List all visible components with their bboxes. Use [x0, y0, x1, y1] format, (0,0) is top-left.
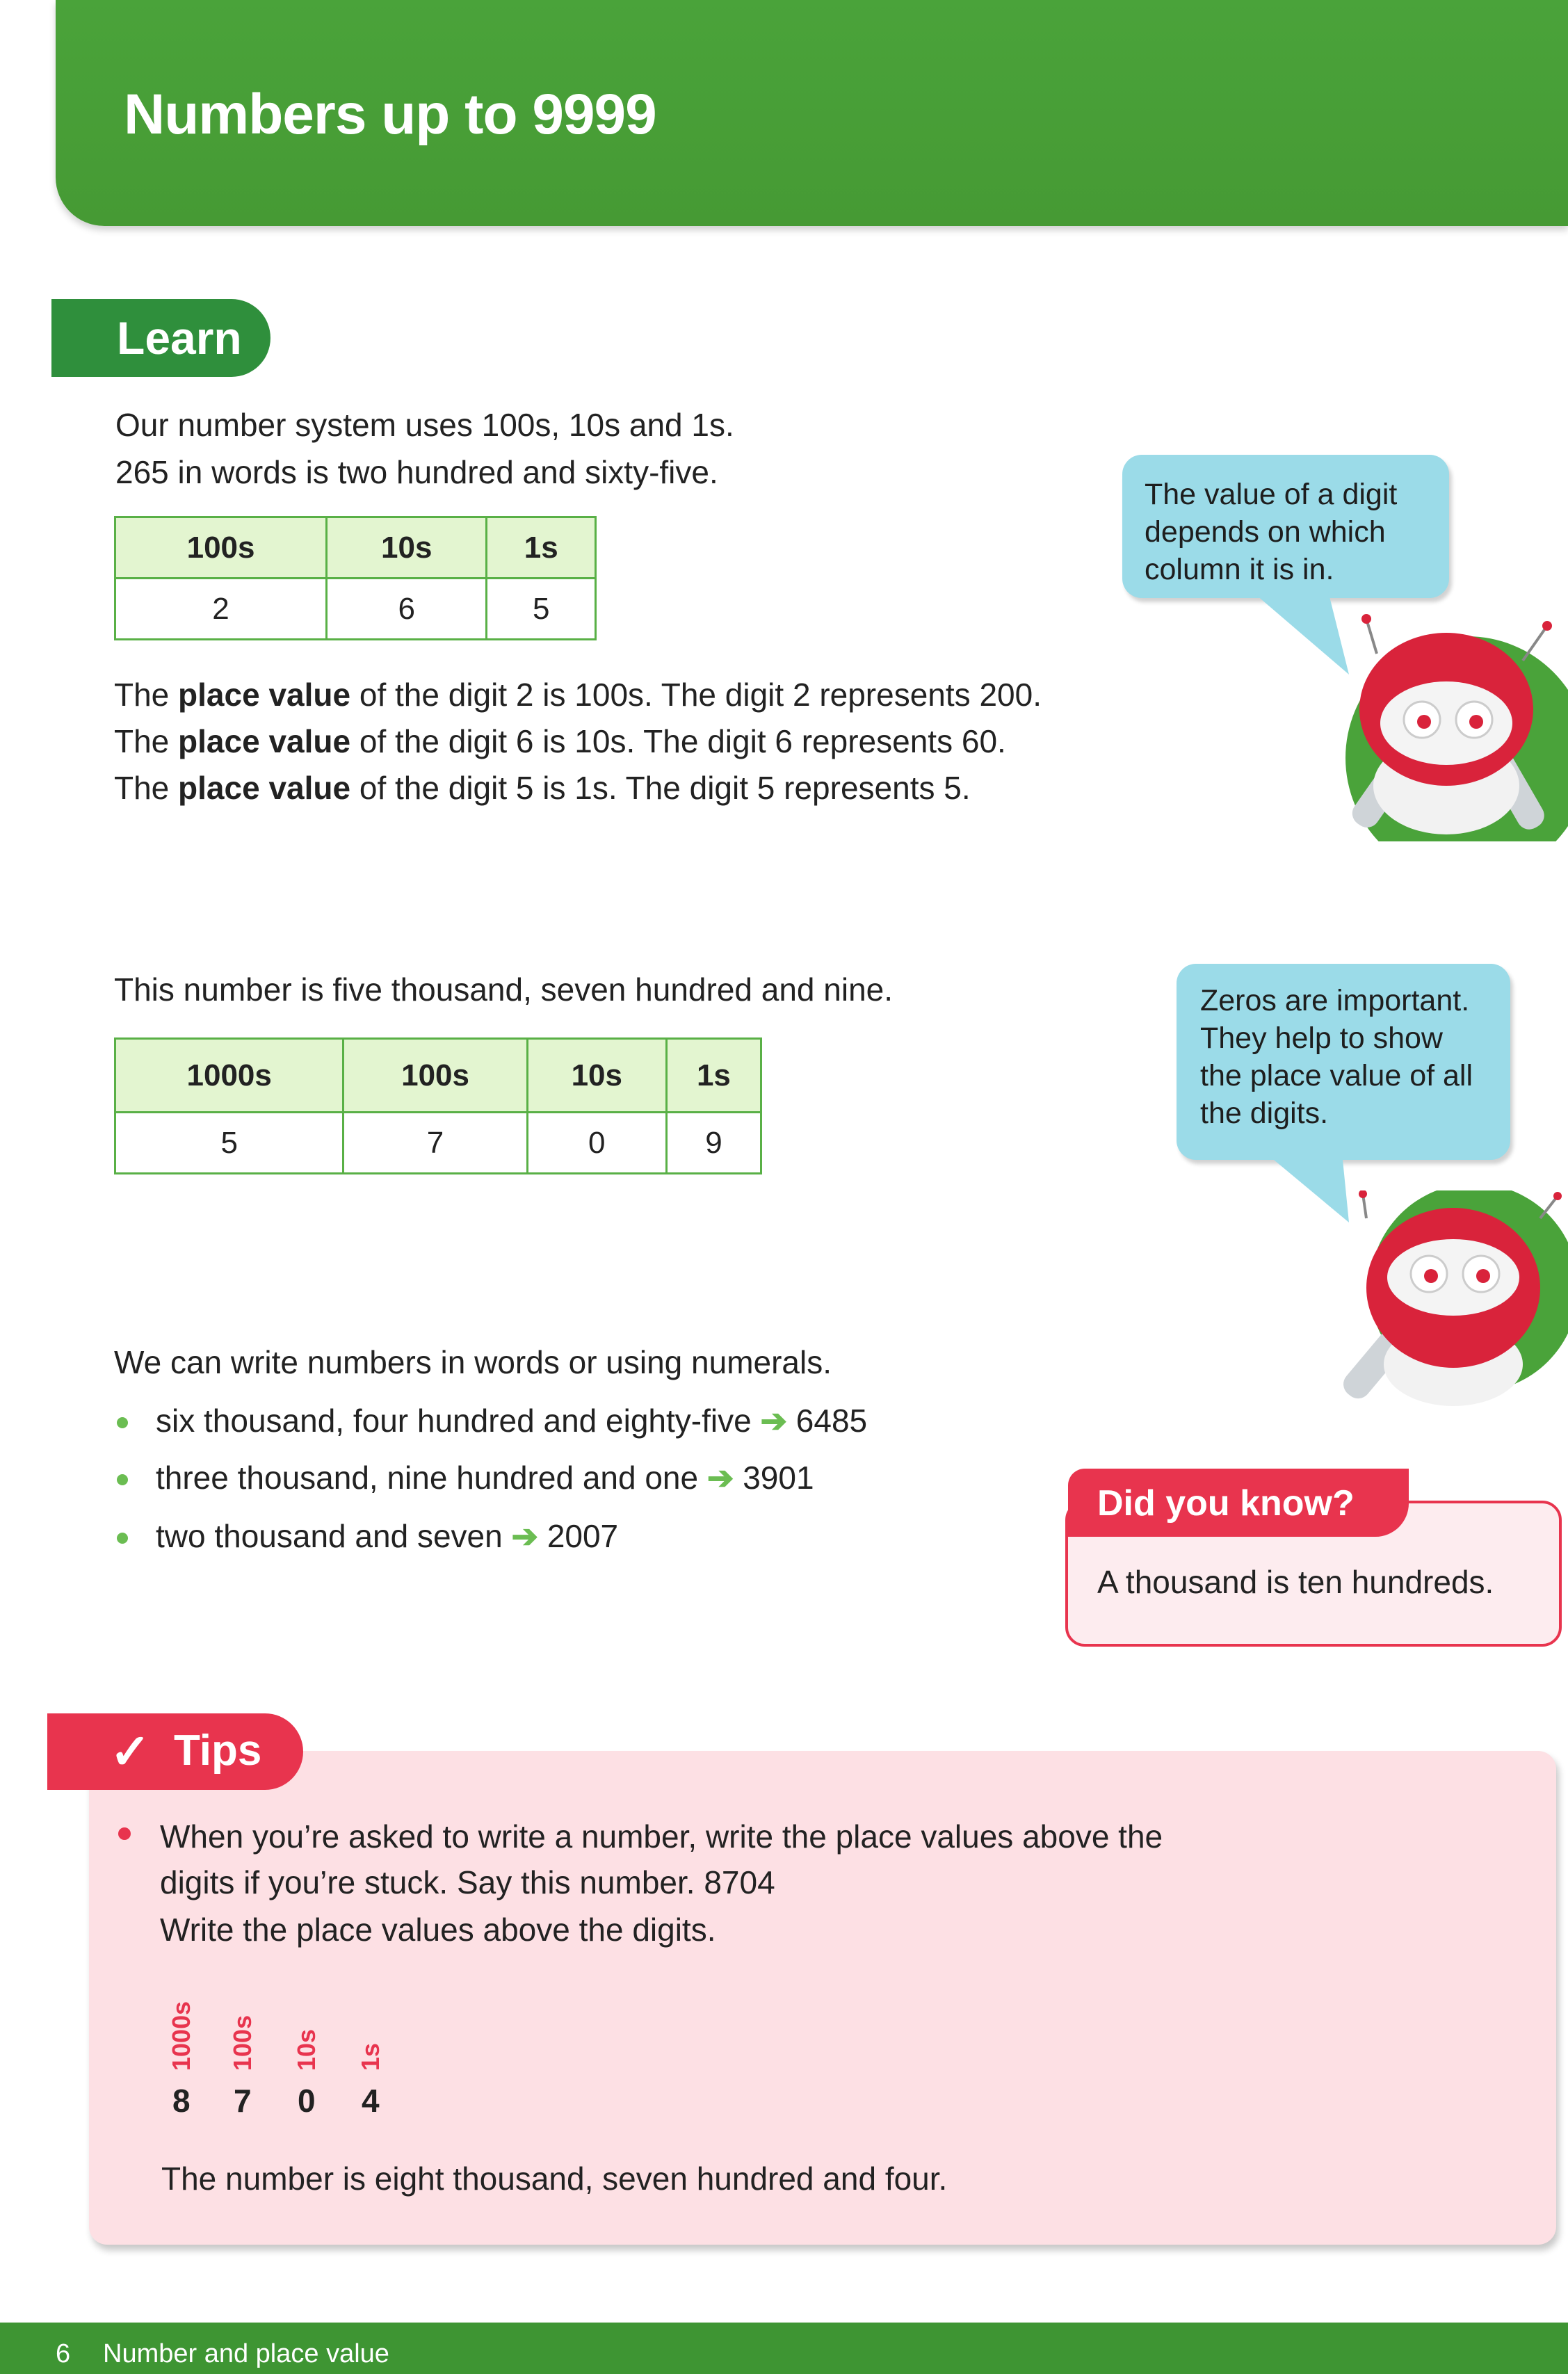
- place-value-line: The place value of the digit 5 is 1s. The digit 5 represents 5.: [114, 770, 971, 806]
- example-item: six thousand, four hundred and eighty-five ➔ 6485: [156, 1403, 868, 1439]
- did-you-know-text: A thousand is ten hundreds.: [1097, 1564, 1494, 1600]
- tips-digit: 4: [362, 2083, 380, 2119]
- table2-value: 0: [527, 1113, 666, 1174]
- table1-value: 6: [327, 579, 487, 640]
- bullet-dot: [117, 1533, 128, 1544]
- tips-place-label: 100s: [228, 2014, 257, 2071]
- tips-conclusion: The number is eight thousand, seven hundred and four.: [161, 2161, 948, 2197]
- table1-header: 100s: [115, 517, 327, 579]
- words-intro: We can write numbers in words or using numerals.: [114, 1344, 832, 1380]
- robot-mascot: [1325, 1190, 1568, 1420]
- tips-place-label: 10s: [292, 2028, 321, 2071]
- arrow-icon: ➔: [706, 1460, 734, 1496]
- intro-line-2: 265 in words is two hundred and sixty-five.: [115, 454, 718, 490]
- number-sentence: This number is five thousand, seven hundred and nine.: [114, 971, 894, 1008]
- check-icon: ✓: [110, 1725, 151, 1779]
- tips-bullet-dot: [118, 1827, 131, 1840]
- tips-label: Tips: [174, 1727, 262, 1775]
- tips-line-2: digits if you’re stuck. Say this number. 8704: [160, 1864, 775, 1900]
- tips-line-3: Write the place values above the digits.: [160, 1912, 716, 1948]
- table2-value: 5: [115, 1113, 343, 1174]
- place-value-line: The place value of the digit 2 is 100s. The digit 2 represents 200.: [114, 677, 1042, 713]
- table1-value: 5: [487, 579, 596, 640]
- bullet-dot: [117, 1417, 128, 1428]
- place-value-line: The place value of the digit 6 is 10s. The digit 6 represents 60.: [114, 723, 1006, 759]
- robot-mascot: [1321, 612, 1568, 841]
- tips-digit: 7: [234, 2083, 252, 2119]
- speech-bubble-2-text: Zeros are important. They help to show the place value of all the digits.: [1200, 984, 1473, 1130]
- place-value-table-2: [114, 1037, 762, 1174]
- arrow-icon: ➔: [760, 1403, 787, 1439]
- page-title: Numbers up to 9999: [124, 83, 656, 146]
- tips-place-label: 1s: [356, 2042, 385, 2071]
- intro-line-1: Our number system uses 100s, 10s and 1s.: [115, 407, 734, 443]
- table2-header: 10s: [527, 1039, 666, 1113]
- learn-label: Learn: [117, 312, 242, 364]
- footer-page-number: 6: [56, 2339, 71, 2368]
- table2-header: 1000s: [115, 1039, 343, 1113]
- table2-header: 1s: [666, 1039, 761, 1113]
- arrow-icon: ➔: [511, 1518, 539, 1554]
- example-item: two thousand and seven ➔ 2007: [156, 1518, 619, 1554]
- place-value-table-1: [114, 516, 597, 640]
- table2-value: 9: [666, 1113, 761, 1174]
- table2-header: 100s: [343, 1039, 527, 1113]
- table1-header: 1s: [487, 517, 596, 579]
- bullet-dot: [117, 1474, 128, 1485]
- table1-value: 2: [115, 579, 327, 640]
- example-item: three thousand, nine hundred and one ➔ 3901: [156, 1460, 814, 1496]
- tips-place-label: 1000s: [167, 2001, 195, 2071]
- did-you-know-label: Did you know?: [1097, 1483, 1355, 1524]
- tips-digit: 0: [298, 2083, 316, 2119]
- table2-value: 7: [343, 1113, 527, 1174]
- tips-line-1: When you’re asked to write a number, write the place values above the: [160, 1818, 1163, 1855]
- tips-digit: 8: [172, 2083, 191, 2119]
- footer-section: Number and place value: [103, 2339, 389, 2368]
- table1-header: 10s: [327, 517, 487, 579]
- speech-bubble-1-text: The value of a digit depends on which column it is in.: [1145, 478, 1398, 586]
